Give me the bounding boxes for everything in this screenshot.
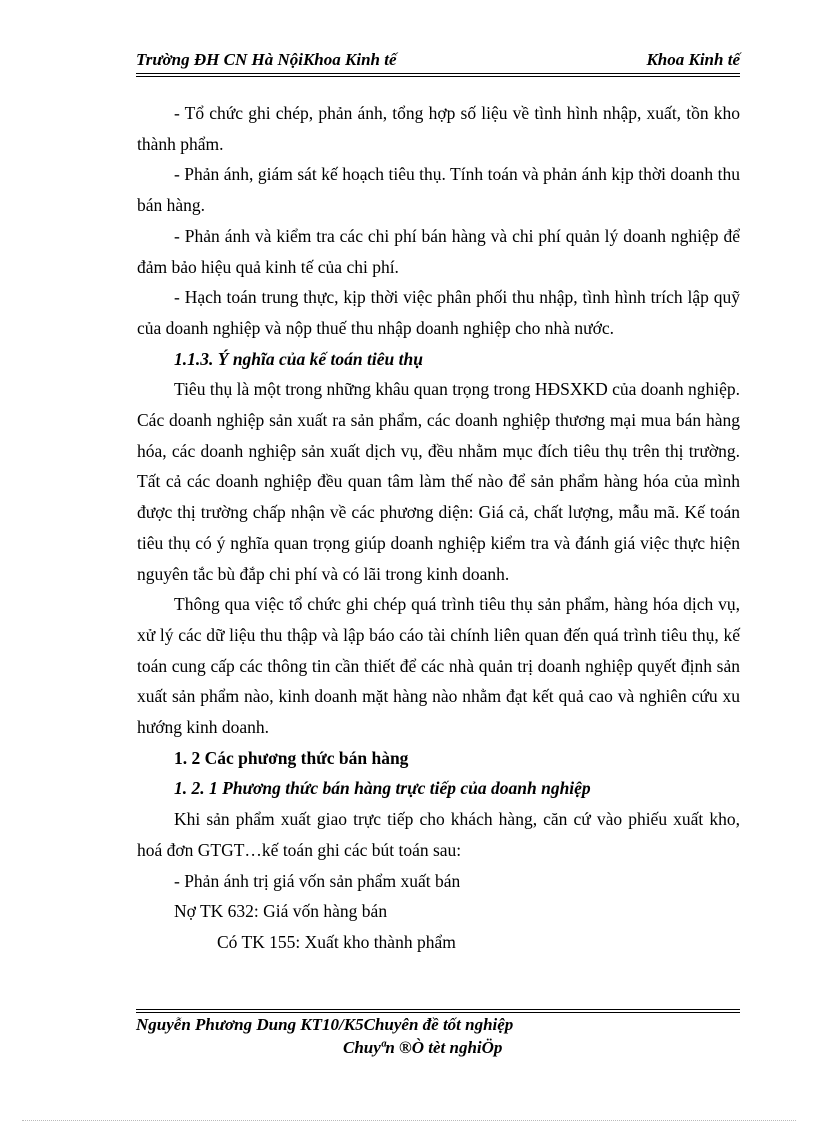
paragraph: - Phản ánh trị giá vốn sản phẩm xuất bán [174, 870, 461, 891]
footer-divider [136, 1009, 740, 1013]
footer-author: Nguyễn Phương Dung KT10/K5Chuyên đề tốt nghiệp [136, 1015, 514, 1034]
paragraph: - Tổ chức ghi chép, phản ánh, tổng hợp số liệu về tình hình nhập, xuất, tồn kho thành phẩm. [137, 103, 740, 154]
header-faculty: Khoa Kinh tế [646, 50, 740, 69]
paragraph: - Phản ánh, giám sát kế hoạch tiêu thụ. Tính toán và phản ánh kịp thời doanh thu bán hàng. [137, 164, 740, 216]
paragraph: Tiêu thụ là một trong những khâu quan trọng trong HĐSXKD của doanh nghiệp. Các doanh nghiệp sản xuất ra sản phẩm, các doanh nghiệp thương mại mua bán hàng hóa, các doanh nghiệp sản xuất dịch vụ, đều nhằm mục đích tiêu thụ trên thị trường. Tất cả các doanh nghiệp đều quan tâm làm thế nào để sản phẩm hàng hóa của mình được thị trường chấp nhận về các phương diện: Giá cả, chất lượng, mẫu mã. Kế toán tiêu thụ có ý nghĩa quan trọng giúp doanh nghiệp kiểm tra và đánh giá việc thực hiện nguyên tắc bù đắp chi phí và có lãi trong kinh doanh. [137, 379, 740, 584]
journal-debit-line: Nợ TK 632: Giá vốn hàng bán [174, 901, 388, 922]
document-body [137, 98, 740, 958]
header-school: Trường ĐH CN Hà NộiKhoa Kinh tế [136, 50, 397, 69]
page-header [136, 50, 740, 72]
section-heading: 1. 2 Các phương thức bán hàng [174, 747, 409, 768]
section-heading: 1.1.3. Ý nghĩa của kế toán tiêu thụ [174, 348, 423, 369]
paragraph: Thông qua việc tổ chức ghi chép quá trình tiêu thụ sản phẩm, hàng hóa dịch vụ, xử lý các dữ liệu thu thập và lập báo cáo tài chính liên quan đến quá trình tiêu thụ, kế toán cung cấp các thông tin cần thiết để các nhà quản trị doanh nghiệp quyết định sản xuất sản phẩm nào, kinh doanh mặt hàng nào nhằm đạt kết quả cao và nghiên cứu xu hướng kinh doanh. [137, 594, 740, 738]
page-boundary [22, 1120, 796, 1121]
paragraph: - Hạch toán trung thực, kịp thời việc phân phối thu nhập, tình hình trích lập quỹ của doanh nghiệp và nộp thuế thu nhập doanh nghiệp cho nhà nước. [137, 287, 740, 338]
paragraph: Khi sản phẩm xuất giao trực tiếp cho khách hàng, căn cứ vào phiếu xuất kho, hoá đơn GTGT…kế toán ghi các bút toán sau: [137, 809, 740, 860]
subsection-heading: 1. 2. 1 Phương thức bán hàng trực tiếp của doanh nghiệp [174, 778, 591, 799]
journal-credit-line: Có TK 155: Xuất kho thành phẩm [217, 931, 456, 952]
footer-title: Chuyªn ®Ò tèt nghiÖp [343, 1038, 503, 1057]
header-divider [136, 73, 740, 77]
paragraph: - Phản ánh và kiểm tra các chi phí bán hàng và chi phí quản lý doanh nghiệp để đảm bảo hiệu quả kinh tế của chi phí. [137, 225, 740, 277]
